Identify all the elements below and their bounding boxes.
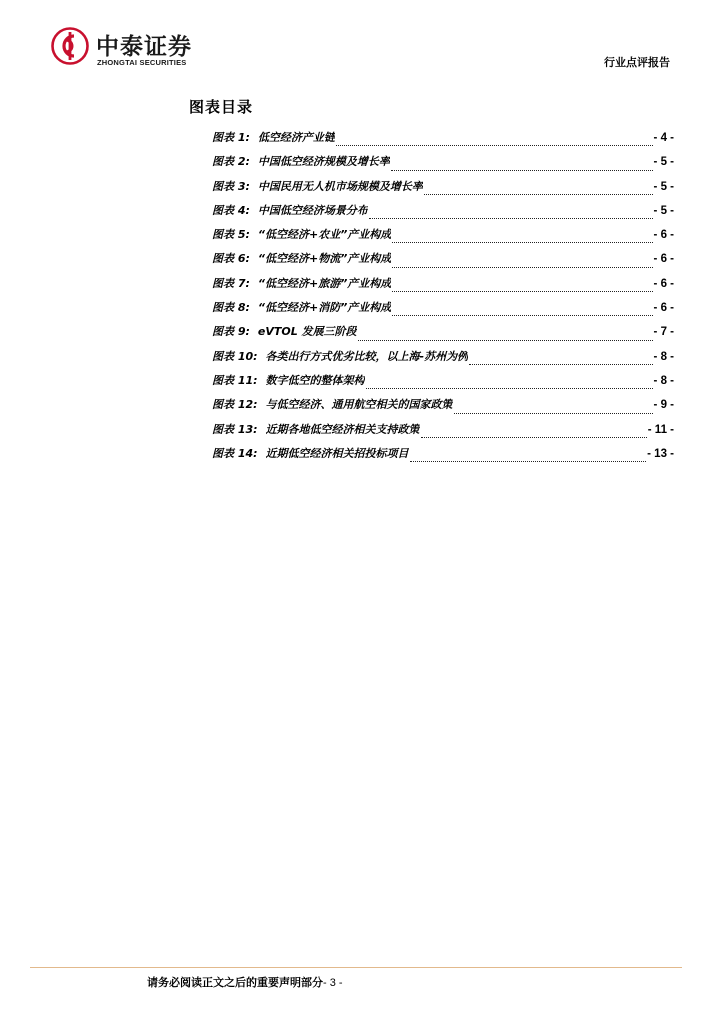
toc-entry-page: - 6 - [653,302,674,315]
footer-page-number: - 3 - [323,977,343,989]
toc-entry-page: - 5 - [653,156,674,169]
toc-entry-label: 图表 12: [212,398,258,412]
toc-entry-caption: “低空经济+旅游”产业构成 [257,276,392,290]
toc-entry-caption: eVTOL 发展三阶段 [257,325,357,339]
toc-dot-leader [336,145,653,146]
toc-entry[interactable] [212,153,674,177]
toc-entry-label: 图表 2: [212,155,250,169]
toc-entry-caption: 中国低空经济场景分布 [257,203,368,217]
report-type-label: 行业点评报告 [604,56,670,69]
toc-entry-caption: 低空经济产业链 [257,131,335,144]
toc-entry-label: 图表 6: [212,252,250,266]
toc-entry-label: 图表 14: [212,446,258,460]
toc-entry[interactable] [212,323,674,347]
toc-dot-leader [391,170,653,171]
toc-entry-page: - 9 - [653,399,674,412]
toc-entry-label: 图表 1: [212,131,250,144]
toc-entry[interactable] [212,275,674,299]
footer-divider [30,967,682,968]
toc-entry-caption: 中国民用无人机市场规模及增长率 [257,179,423,193]
company-logo [50,26,230,70]
toc-entry-label: 图表 11: [212,373,258,387]
toc-dot-leader [421,437,647,438]
toc-entry[interactable] [212,226,674,250]
toc-entry-page: - 7 - [653,326,674,339]
toc-entry-page: - 13 - [647,447,674,460]
toc-entry-page: - 8 - [653,350,674,363]
toc-entry-label: 图表 10: [212,349,258,363]
toc-list [212,129,674,469]
toc-entry[interactable] [212,348,674,372]
toc-entry-caption: 数字低空的整体架构 [265,373,365,387]
toc-entry-caption: “低空经济+消防”产业构成 [257,301,392,315]
toc-entry[interactable] [212,202,674,226]
page-header [0,0,724,80]
brand-name-cn: 中泰证券 [96,34,192,60]
toc-dot-leader [392,315,652,316]
zhongtai-logo-icon [50,26,90,66]
toc-entry-page: - 6 - [653,253,674,266]
toc-entry[interactable] [212,396,674,420]
toc-entry[interactable] [212,421,674,445]
toc-entry-label: 图表 13: [212,422,258,436]
toc-entry-caption: “低空经济+农业”产业构成 [257,228,392,242]
toc-entry[interactable] [212,299,674,323]
footer-disclaimer: 请务必阅读正文之后的重要声明部分 [147,976,323,989]
toc-dot-leader [369,218,653,219]
toc-entry-label: 图表 3: [212,179,250,193]
toc-entry-caption: 近期低空经济相关招投标项目 [265,446,409,460]
toc-entry[interactable] [212,445,674,469]
page-footer [147,974,343,990]
toc-entry-page: - 5 - [653,180,674,193]
toc-entry-caption: 与低空经济、通用航空相关的国家政策 [265,398,453,412]
toc-dot-leader [392,291,652,292]
toc-entry-label: 图表 5: [212,228,250,242]
toc-entry-page: - 8 - [653,374,674,387]
toc-entry-page: - 6 - [653,277,674,290]
toc-entry[interactable] [212,250,674,274]
toc-dot-leader [410,461,647,462]
toc-entry-page: - 11 - [647,423,674,436]
toc-dot-leader [469,364,652,365]
toc-entry-page: - 4 - [653,132,674,144]
toc-dot-leader [366,388,653,389]
toc-title: 图表目录 [189,98,254,116]
toc-entry[interactable] [212,372,674,396]
toc-entry-label: 图表 4: [212,203,250,217]
toc-dot-leader [454,413,653,414]
toc-dot-leader [424,194,653,195]
toc-entry[interactable] [212,178,674,202]
toc-entry-caption: 各类出行方式优劣比较，以上海-苏州为例 [265,349,469,363]
toc-entry-label: 图表 7: [212,276,250,290]
toc-entry-caption: 中国低空经济规模及增长率 [257,155,390,169]
toc-entry-label: 图表 9: [212,325,250,339]
toc-dot-leader [392,242,652,243]
toc-entry-label: 图表 8: [212,301,250,315]
toc-entry-page: - 6 - [653,229,674,242]
toc-entry-caption: 近期各地低空经济相关支持政策 [265,422,420,436]
toc-entry-caption: “低空经济+物流”产业构成 [257,252,392,266]
toc-entry[interactable] [212,129,674,153]
toc-dot-leader [392,267,652,268]
brand-name-en: ZHONGTAI SECURITIES [97,58,187,67]
toc-dot-leader [358,340,653,341]
toc-entry-page: - 5 - [653,204,674,217]
